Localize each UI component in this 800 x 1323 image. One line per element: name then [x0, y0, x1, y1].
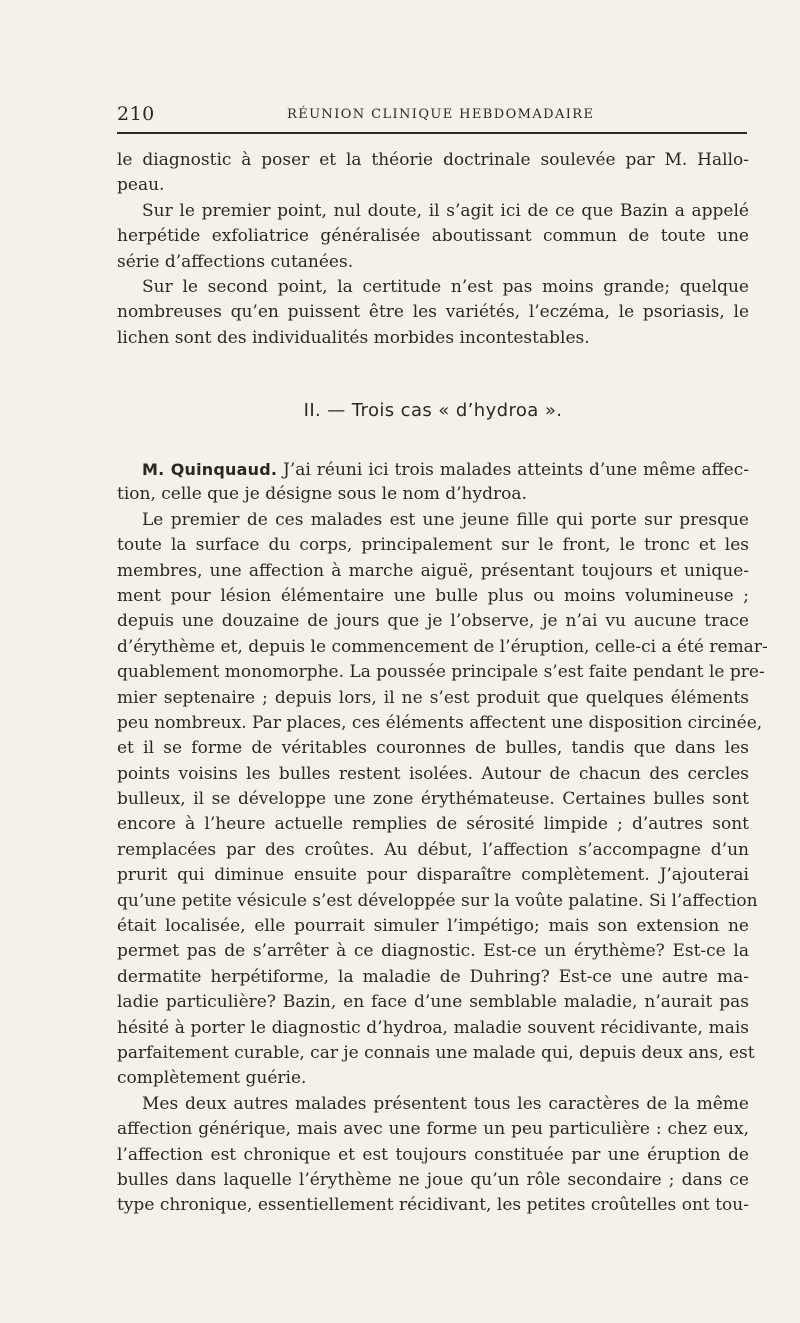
text-line: peau.	[117, 175, 165, 196]
text-line: Le premier de ces malades est une jeune fille qui porte sur presque	[142, 509, 749, 530]
text-line: herpétide exfoliatrice généralisée aboutissant commun de toute une	[117, 226, 749, 247]
text-line: bulles dans laquelle l’érythème ne joue qu’un rôle secondaire ; dans ce	[117, 1169, 749, 1190]
text-line: dermatite herpétiforme, la maladie de Duhring? Est-ce une autre ma-	[117, 966, 749, 987]
text-line: nombreuses qu’en puissent être les variétés, l’eczéma, le psoriasis, le	[117, 302, 749, 323]
text-line: Mes deux autres malades présentent tous les caractères de la même	[142, 1093, 749, 1114]
text-line: toute la surface du corps, principalement sur le front, le tronc et les	[117, 535, 749, 556]
section-title: II. — Trois cas « d’hydroa ».	[303, 400, 563, 421]
text-line: le diagnostic à poser et la théorie doctrinale soulevée par M. Hallo-	[117, 150, 749, 170]
text-line: et il se forme de véritables couronnes de bulles, tandis que dans les	[117, 738, 749, 759]
page-header	[117, 103, 747, 133]
text-line: tion, celle que je désigne sous le nom d’hydroa.	[117, 484, 527, 505]
text-line: était localisée, elle pourrait simuler l’impétigo; mais son extension ne	[117, 916, 749, 937]
page-number: 210	[117, 103, 155, 125]
text-line: membres, une affection à marche aiguë, présentant toujours et unique-	[117, 560, 749, 581]
text-line: parfaitement curable, car je connais une malade qui, depuis deux ans, est	[117, 1042, 755, 1063]
text-line: Sur le premier point, nul doute, il s’agit ici de ce que Bazin a appelé	[142, 200, 749, 221]
text-line: d’érythème et, depuis le commencement de l’éruption, celle-ci a été remar-	[117, 636, 768, 657]
text-line: ment pour lésion élémentaire une bulle plus ou moins volumineuse ;	[117, 585, 749, 606]
speaker-line-text: J’ai réuni ici trois malades atteints d’une même affec-	[277, 460, 749, 480]
text-line: depuis une douzaine de jours que je l’observe, je n’ai vu aucune trace	[117, 611, 749, 632]
text-line: lichen sont des individualités morbides incontestables.	[117, 327, 590, 348]
text-line: ladie particulière? Bazin, en face d’une semblable maladie, n’aurait pas	[117, 992, 749, 1013]
text-line: qu’une petite vésicule s’est développée sur la voûte palatine. Si l’affection	[117, 890, 758, 911]
text-line: remplacées par des croûtes. Au début, l’affection s’accompagne d’un	[117, 839, 749, 860]
text-line: Sur le second point, la certitude n’est pas moins grande; quelque	[142, 276, 749, 297]
text-line: série d’affections cutanées.	[117, 251, 354, 272]
opening-text	[117, 148, 749, 351]
text-line: hésité à porter le diagnostic d’hydroa, maladie souvent récidivante, mais	[117, 1017, 749, 1038]
text-line: complètement guérie.	[117, 1068, 307, 1089]
speaker-name: M. Quinquaud.	[142, 460, 278, 479]
text-line: points voisins les bulles restent isolées. Autour de chacun des cercles	[117, 763, 749, 784]
header-rule	[117, 132, 747, 134]
case-report-text	[117, 457, 768, 1219]
text-line: mier septenaire ; depuis lors, il ne s’est produit que quelques éléments	[117, 687, 749, 708]
text-line: permet pas de s’arrêter à ce diagnostic. Est-ce un érythème? Est-ce la	[117, 941, 749, 962]
text-line: quablement monomorphe. La poussée principale s’est faite pendant le pre-	[117, 662, 765, 683]
text-line: bulleux, il se développe une zone érythémateuse. Certaines bulles sont	[117, 789, 749, 810]
text-line: type chronique, essentiellement récidivant, les petites croûtelles ont tou-	[117, 1195, 749, 1216]
text-line: encore à l’heure actuelle remplies de sérosité limpide ; d’autres sont	[117, 814, 749, 835]
text-line: prurit qui diminue ensuite pour disparaître complètement. J’ajouterai	[117, 865, 749, 886]
running-head: RÉUNION CLINIQUE HEBDOMADAIRE	[287, 107, 595, 122]
text-line: peu nombreux. Par places, ces éléments affectent une disposition circinée,	[117, 712, 763, 733]
text-line: affection générique, mais avec une forme un peu particulière : chez eux,	[117, 1119, 749, 1140]
speaker-line	[117, 457, 749, 482]
text-line: l’affection est chronique et est toujours constituée par une éruption de	[117, 1144, 749, 1165]
